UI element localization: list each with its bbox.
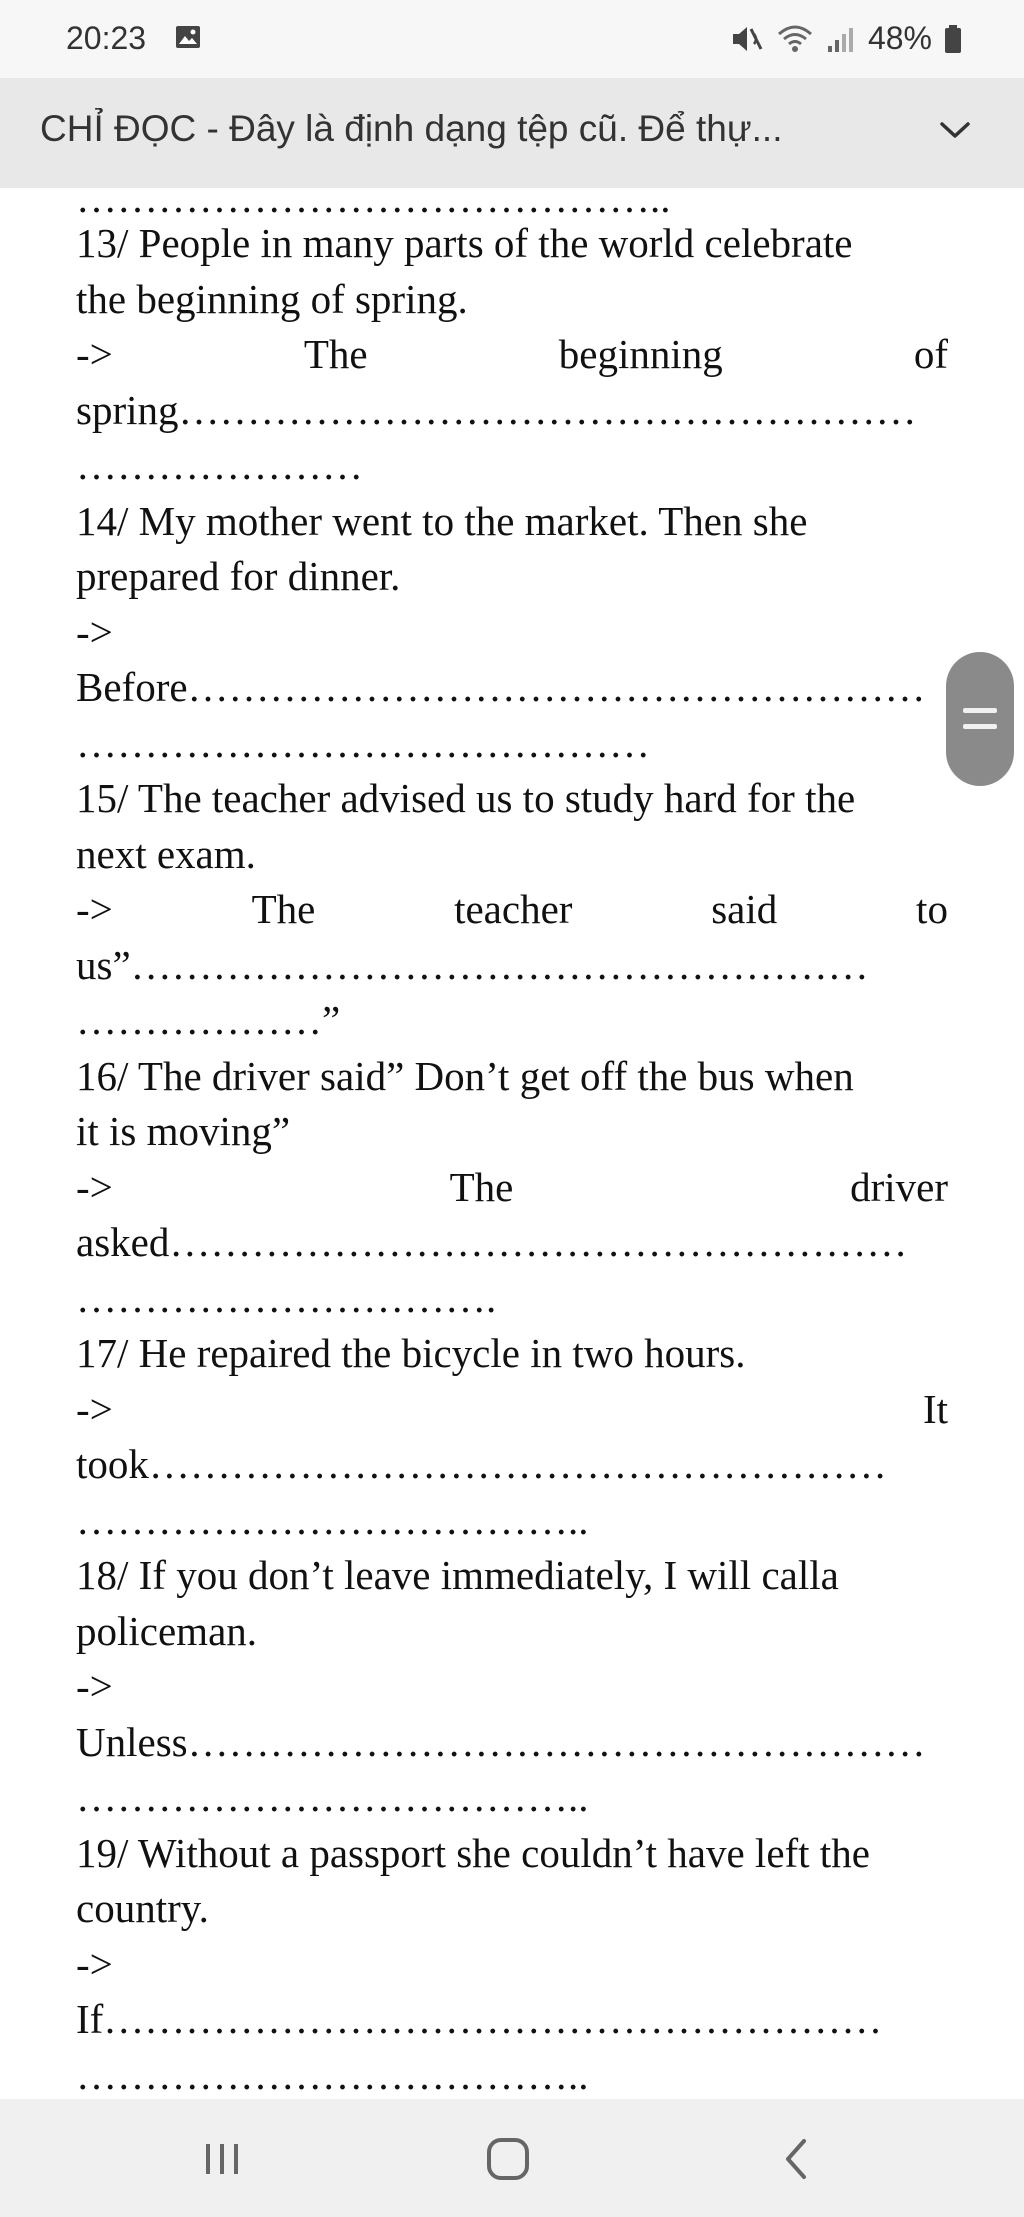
answer-dots: …………………………………….. [76, 188, 671, 216]
question-15-text-cont: next exam. [76, 830, 256, 877]
read-only-banner[interactable] [0, 78, 1024, 188]
prompt-word: to [916, 886, 948, 932]
question-17-answer-line: took……………………………………………… [76, 1441, 887, 1487]
banner-text: CHỈ ĐỌC - Đây là định dạng tệp cũ. Để thự... [40, 108, 783, 149]
question-18-text-cont: policeman. [76, 1607, 258, 1654]
prompt-word: said [711, 886, 778, 932]
question-18-arrow: -> [76, 1663, 113, 1709]
question-14-text-cont: prepared for dinner. [76, 553, 401, 599]
question-15-answer-line: us”……………………………………………… [76, 941, 869, 988]
question-14-answer-dots: …………………………………… [76, 719, 650, 766]
question-18-answer-dots: ……………………………….. [76, 1774, 589, 1820]
prompt-word: -> [76, 1163, 113, 1210]
question-19-answer-line: If………………………………………………… [76, 1996, 883, 2042]
prompt-word: It [922, 1385, 948, 1432]
prompt-word: -> [76, 331, 113, 377]
prompt-word: The [251, 886, 316, 932]
question-19-text-cont: country. [76, 1885, 209, 1931]
prompt-word: The [449, 1163, 514, 1210]
chevron-down-icon[interactable] [938, 118, 972, 142]
question-14-arrow: -> [76, 608, 113, 655]
back-icon[interactable] [778, 2129, 812, 2189]
question-13-answer-line: spring……………………………………………… [76, 386, 917, 433]
question-16-text-cont: it is moving” [76, 1108, 291, 1154]
question-17-prompt [76, 1382, 948, 1438]
question-15-prompt [76, 882, 948, 938]
recents-icon[interactable] [202, 2129, 242, 2189]
question-14-answer-line: Before……………………………………………… [76, 664, 926, 710]
question-14-text: 14/ My mother went to the market. Then she [76, 497, 808, 544]
question-13-text: 13/ People in many parts of the world celebrate [76, 220, 853, 266]
wifi-icon [776, 24, 814, 54]
question-13-answer-dots: ………………… [76, 442, 363, 488]
scroll-handle-grip [963, 708, 997, 713]
question-13-prompt [76, 327, 948, 383]
prompt-word: teacher [454, 886, 573, 932]
status-time: 20:23 [66, 20, 147, 56]
scroll-handle[interactable] [946, 652, 1014, 786]
question-19-answer-dots: ……………………………….. [76, 2051, 589, 2098]
status-bar [0, 0, 1024, 78]
prompt-word: beginning [558, 331, 723, 377]
scroll-handle-grip [963, 724, 997, 729]
question-18-text: 18/ If you don’t leave immediately, I will calla [76, 1552, 839, 1598]
mute-icon [730, 24, 764, 54]
status-icons [730, 20, 962, 57]
prompt-word: of [913, 331, 948, 377]
prompt-word: driver [850, 1163, 948, 1210]
question-16-answer-dots: …………………………. [76, 1274, 497, 1321]
question-19-arrow: -> [76, 1940, 113, 1987]
signal-icon [826, 24, 856, 54]
prompt-word: -> [76, 886, 113, 932]
question-18-answer-line: Unless……………………………………………… [76, 1718, 926, 1765]
question-17-answer-dots: ……………………………….. [76, 1496, 589, 1543]
question-13-text-cont: the beginning of spring. [76, 275, 468, 322]
prompt-word: -> [76, 1385, 113, 1432]
prompt-word: The [303, 331, 368, 377]
battery-percent: 48% [867, 20, 932, 56]
question-16-answer-line: asked……………………………………………… [76, 1219, 908, 1265]
question-19-text: 19/ Without a passport she couldn’t have left the [76, 1829, 870, 1876]
home-icon[interactable] [484, 2129, 532, 2189]
question-16-text: 16/ The driver said” Don’t get off the bus when [76, 1052, 854, 1099]
question-15-answer-dots: ………………” [76, 997, 341, 1043]
question-15-text: 15/ The teacher advised us to study hard for the [76, 775, 856, 821]
question-16-prompt [76, 1160, 948, 1216]
document-body [76, 188, 948, 2103]
battery-icon [944, 24, 962, 54]
question-17-text: 17/ He repaired the bicycle in two hours. [76, 1330, 746, 1376]
image-icon [175, 25, 201, 49]
navigation-bar [0, 2099, 1024, 2217]
